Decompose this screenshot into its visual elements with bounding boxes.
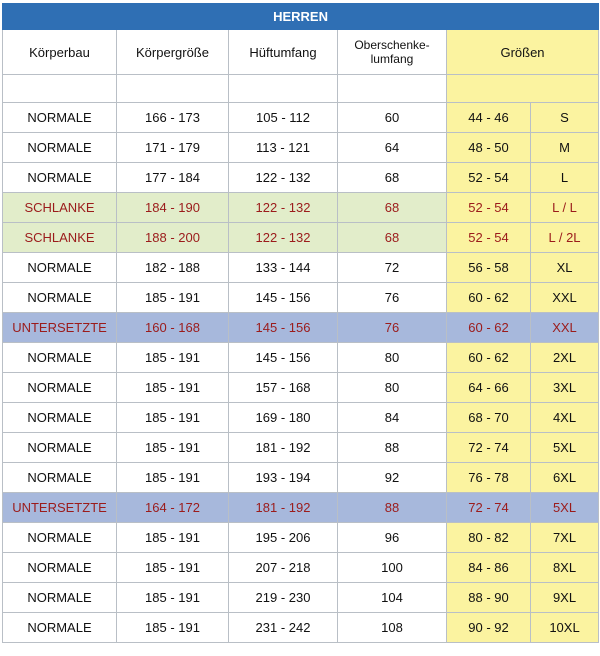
hip-cell: 231 - 242 <box>229 613 338 643</box>
size-range-cell: 80 - 82 <box>447 523 531 553</box>
header-thigh <box>338 30 447 75</box>
blank-cell <box>447 75 599 103</box>
table-row <box>3 313 599 343</box>
size-range-cell: 72 - 74 <box>447 433 531 463</box>
height-cell: 171 - 179 <box>117 133 229 163</box>
height-cell: 185 - 191 <box>117 283 229 313</box>
thigh-cell: 64 <box>338 133 447 163</box>
size-cell: XXL <box>531 313 599 343</box>
height-cell: 182 - 188 <box>117 253 229 283</box>
size-cell: 8XL <box>531 553 599 583</box>
thigh-cell: 92 <box>338 463 447 493</box>
size-range-cell: 52 - 54 <box>447 163 531 193</box>
height-cell: 185 - 191 <box>117 373 229 403</box>
table-row <box>3 133 599 163</box>
table-row <box>3 103 599 133</box>
header-hip: Hüftumfang <box>229 30 338 75</box>
size-cell: 6XL <box>531 463 599 493</box>
size-cell: 9XL <box>531 583 599 613</box>
size-cell: 2XL <box>531 343 599 373</box>
header-sizes: Größen <box>447 30 599 75</box>
size-range-cell: 64 - 66 <box>447 373 531 403</box>
table-row <box>3 193 599 223</box>
blank-cell <box>229 75 338 103</box>
hip-cell: 145 - 156 <box>229 283 338 313</box>
blank-cell <box>338 75 447 103</box>
size-cell: 10XL <box>531 613 599 643</box>
height-cell: 185 - 191 <box>117 583 229 613</box>
hip-cell: 113 - 121 <box>229 133 338 163</box>
height-cell: 166 - 173 <box>117 103 229 133</box>
table-row <box>3 373 599 403</box>
body-type-cell: UNTERSETZTE <box>3 493 117 523</box>
thigh-cell: 100 <box>338 553 447 583</box>
blank-row <box>3 75 599 103</box>
size-range-cell: 90 - 92 <box>447 613 531 643</box>
height-cell: 164 - 172 <box>117 493 229 523</box>
size-cell: 5XL <box>531 433 599 463</box>
blank-cell <box>117 75 229 103</box>
body-type-cell: NORMALE <box>3 553 117 583</box>
thigh-cell: 104 <box>338 583 447 613</box>
size-cell: 5XL <box>531 493 599 523</box>
thigh-cell: 60 <box>338 103 447 133</box>
size-range-cell: 60 - 62 <box>447 343 531 373</box>
hip-cell: 207 - 218 <box>229 553 338 583</box>
size-range-cell: 84 - 86 <box>447 553 531 583</box>
size-chart <box>2 3 598 643</box>
height-cell: 185 - 191 <box>117 523 229 553</box>
body-type-cell: NORMALE <box>3 403 117 433</box>
body-type-cell: NORMALE <box>3 433 117 463</box>
size-cell: L <box>531 163 599 193</box>
thigh-cell: 76 <box>338 283 447 313</box>
body-type-cell: NORMALE <box>3 613 117 643</box>
body-type-cell: NORMALE <box>3 133 117 163</box>
size-cell: S <box>531 103 599 133</box>
header-thigh-line2: lumfang <box>370 52 414 66</box>
body-type-cell: NORMALE <box>3 163 117 193</box>
hip-cell: 181 - 192 <box>229 433 338 463</box>
thigh-cell: 76 <box>338 313 447 343</box>
table-row <box>3 433 599 463</box>
height-cell: 160 - 168 <box>117 313 229 343</box>
table-row <box>3 613 599 643</box>
size-cell: L / L <box>531 193 599 223</box>
size-range-cell: 52 - 54 <box>447 223 531 253</box>
hip-cell: 145 - 156 <box>229 313 338 343</box>
thigh-cell: 88 <box>338 493 447 523</box>
size-table <box>2 3 599 643</box>
thigh-cell: 108 <box>338 613 447 643</box>
table-row <box>3 403 599 433</box>
table-title: HERREN <box>3 4 599 30</box>
hip-cell: 181 - 192 <box>229 493 338 523</box>
size-range-cell: 52 - 54 <box>447 193 531 223</box>
thigh-cell: 88 <box>338 433 447 463</box>
hip-cell: 169 - 180 <box>229 403 338 433</box>
size-cell: 3XL <box>531 373 599 403</box>
size-cell: 7XL <box>531 523 599 553</box>
thigh-cell: 80 <box>338 373 447 403</box>
table-row <box>3 343 599 373</box>
header-row <box>3 30 599 75</box>
thigh-cell: 96 <box>338 523 447 553</box>
body-type-cell: NORMALE <box>3 373 117 403</box>
thigh-cell: 68 <box>338 163 447 193</box>
size-range-cell: 88 - 90 <box>447 583 531 613</box>
table-row <box>3 163 599 193</box>
size-range-cell: 68 - 70 <box>447 403 531 433</box>
hip-cell: 122 - 132 <box>229 193 338 223</box>
body-type-cell: NORMALE <box>3 523 117 553</box>
size-range-cell: 72 - 74 <box>447 493 531 523</box>
hip-cell: 122 - 132 <box>229 223 338 253</box>
table-row <box>3 463 599 493</box>
thigh-cell: 80 <box>338 343 447 373</box>
table-row <box>3 523 599 553</box>
height-cell: 185 - 191 <box>117 463 229 493</box>
size-cell: 4XL <box>531 403 599 433</box>
size-range-cell: 48 - 50 <box>447 133 531 163</box>
header-body-type: Körperbau <box>3 30 117 75</box>
size-cell: L / 2L <box>531 223 599 253</box>
body-type-cell: NORMALE <box>3 283 117 313</box>
blank-cell <box>3 75 117 103</box>
table-title-row <box>3 4 599 30</box>
thigh-cell: 68 <box>338 193 447 223</box>
hip-cell: 157 - 168 <box>229 373 338 403</box>
height-cell: 177 - 184 <box>117 163 229 193</box>
thigh-cell: 84 <box>338 403 447 433</box>
height-cell: 185 - 191 <box>117 433 229 463</box>
table-row <box>3 493 599 523</box>
size-range-cell: 76 - 78 <box>447 463 531 493</box>
hip-cell: 122 - 132 <box>229 163 338 193</box>
body-type-cell: UNTERSETZTE <box>3 313 117 343</box>
size-range-cell: 56 - 58 <box>447 253 531 283</box>
header-thigh-line1: Oberschenke- <box>354 38 430 52</box>
table-row <box>3 223 599 253</box>
size-cell: XXL <box>531 283 599 313</box>
height-cell: 185 - 191 <box>117 343 229 373</box>
height-cell: 184 - 190 <box>117 193 229 223</box>
table-row <box>3 553 599 583</box>
table-row <box>3 583 599 613</box>
height-cell: 185 - 191 <box>117 553 229 583</box>
hip-cell: 219 - 230 <box>229 583 338 613</box>
body-type-cell: NORMALE <box>3 103 117 133</box>
size-table-body <box>3 4 599 643</box>
size-cell: XL <box>531 253 599 283</box>
body-type-cell: SCHLANKE <box>3 223 117 253</box>
height-cell: 188 - 200 <box>117 223 229 253</box>
hip-cell: 193 - 194 <box>229 463 338 493</box>
body-type-cell: NORMALE <box>3 343 117 373</box>
header-height: Körpergröße <box>117 30 229 75</box>
hip-cell: 133 - 144 <box>229 253 338 283</box>
table-row <box>3 283 599 313</box>
body-type-cell: NORMALE <box>3 253 117 283</box>
height-cell: 185 - 191 <box>117 613 229 643</box>
table-row <box>3 253 599 283</box>
body-type-cell: NORMALE <box>3 583 117 613</box>
height-cell: 185 - 191 <box>117 403 229 433</box>
thigh-cell: 72 <box>338 253 447 283</box>
body-type-cell: SCHLANKE <box>3 193 117 223</box>
hip-cell: 145 - 156 <box>229 343 338 373</box>
hip-cell: 105 - 112 <box>229 103 338 133</box>
hip-cell: 195 - 206 <box>229 523 338 553</box>
body-type-cell: NORMALE <box>3 463 117 493</box>
thigh-cell: 68 <box>338 223 447 253</box>
size-range-cell: 44 - 46 <box>447 103 531 133</box>
size-range-cell: 60 - 62 <box>447 283 531 313</box>
size-cell: M <box>531 133 599 163</box>
size-range-cell: 60 - 62 <box>447 313 531 343</box>
